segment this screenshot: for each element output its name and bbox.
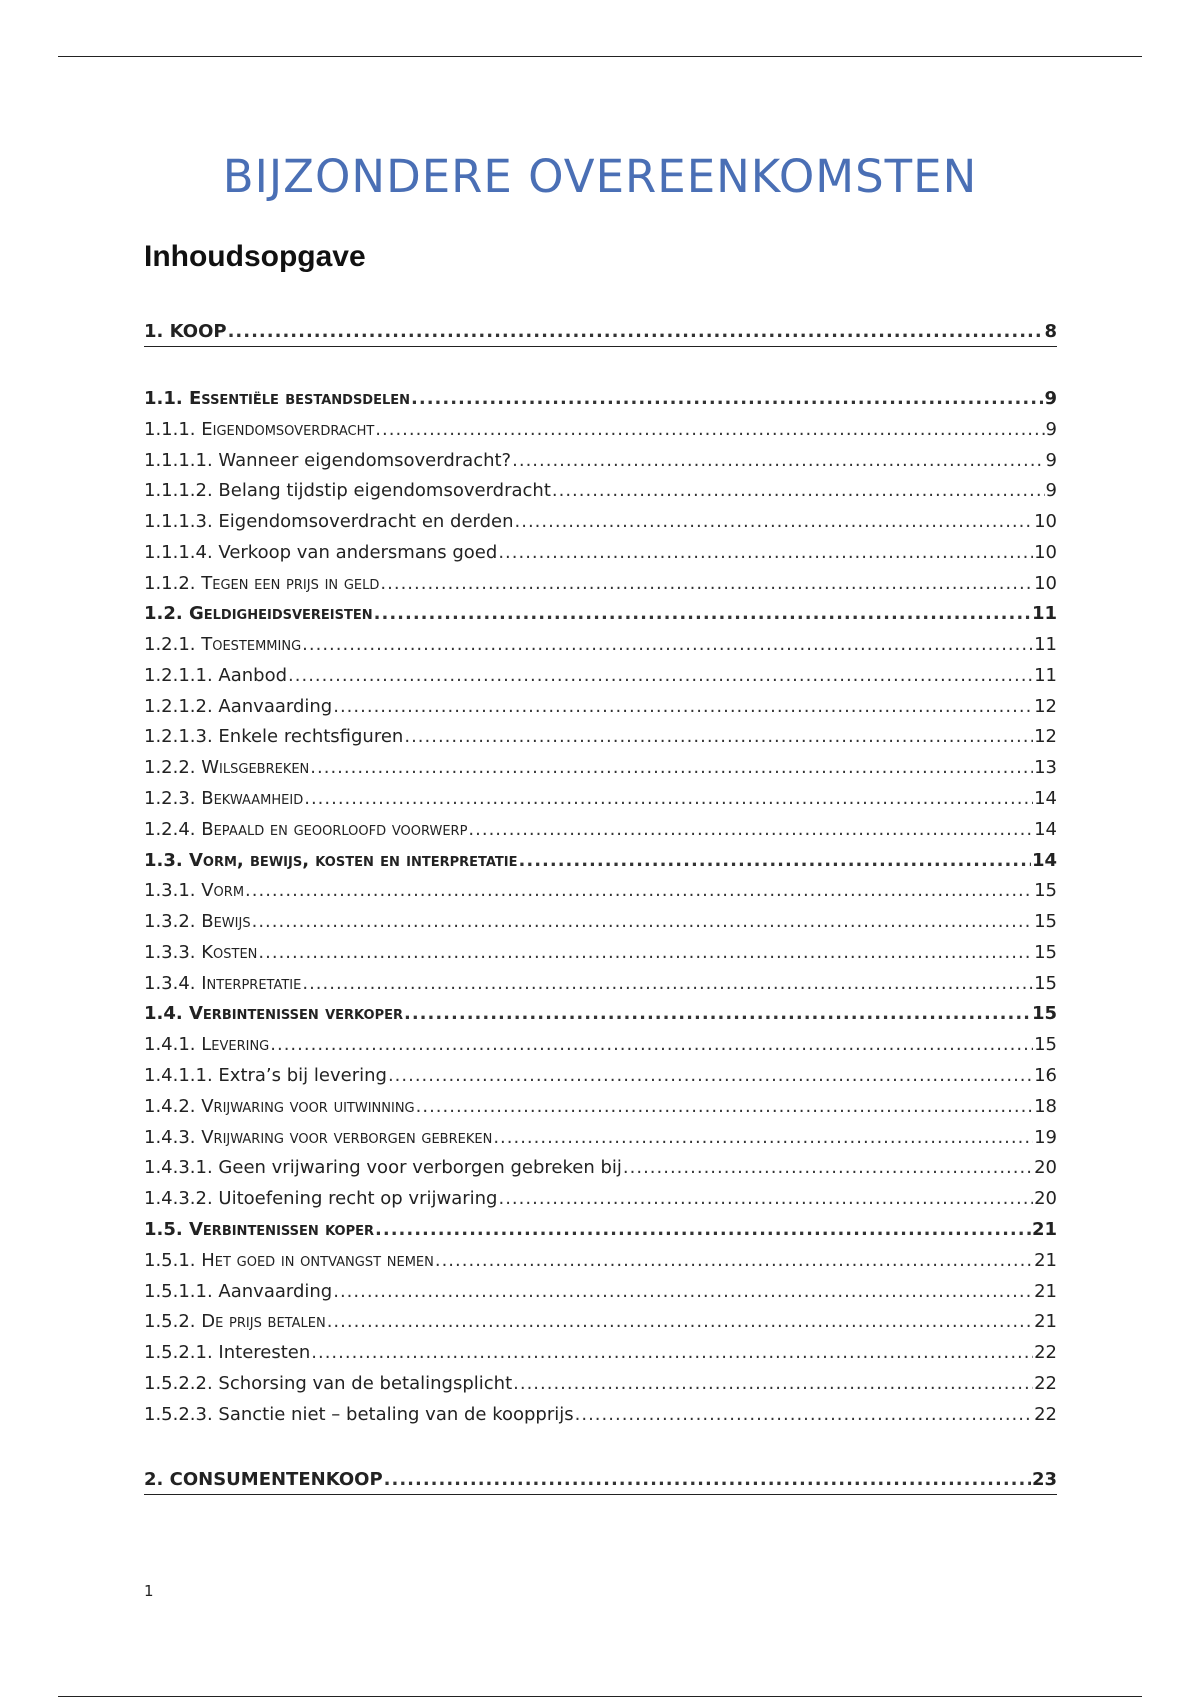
- toc-entry-label: 1.4.3.1. Geen vrijwaring voor verborgen gebreken bij: [144, 1157, 622, 1178]
- toc-entry-page: 15: [1034, 942, 1057, 963]
- toc-entry[interactable]: [144, 1095, 1057, 1119]
- toc-entry[interactable]: [144, 787, 1057, 811]
- toc-dot-leader: [384, 1468, 1031, 1492]
- toc-dot-leader: [375, 418, 1044, 442]
- toc-entry-label: 1.2.1. Toestemming: [144, 634, 302, 655]
- toc-dot-leader: [513, 1372, 1033, 1396]
- toc-entry-label: 1.3.4. Interpretatie: [144, 973, 302, 994]
- toc-entry[interactable]: [144, 695, 1057, 719]
- toc-entry-label: 1.2.2. Wilsgebreken: [144, 757, 310, 778]
- toc-dot-leader: [302, 633, 1033, 657]
- toc-entry-label: 1.4. Verbintenissen verkoper: [144, 1003, 403, 1024]
- toc-entry-page: 18: [1034, 1096, 1057, 1117]
- toc-dot-leader: [333, 1280, 1033, 1304]
- toc-entry[interactable]: [144, 1249, 1057, 1273]
- toc-entry-page: 9: [1045, 450, 1057, 471]
- toc-dot-leader: [228, 320, 1044, 344]
- toc-entry[interactable]: [144, 449, 1057, 473]
- toc-dot-leader: [498, 541, 1033, 565]
- toc-entry-page: 20: [1034, 1188, 1057, 1209]
- toc-dot-leader: [245, 879, 1033, 903]
- toc-dot-leader: [311, 1341, 1033, 1365]
- toc-entry-label: 1.2. Geldigheidsvereisten: [144, 603, 373, 624]
- toc-entry[interactable]: [144, 418, 1057, 442]
- toc-entry-label: 1.2.1.1. Aanbod: [144, 665, 288, 686]
- toc-entry-label: 1.1.1. Eigendomsoverdracht: [144, 419, 375, 440]
- toc-entry-label: 1.3.2. Bewijs: [144, 911, 251, 932]
- toc-entry-label: 1.2.4. Bepaald en geoorloofd voorwerp: [144, 819, 468, 840]
- toc-entry-label: 1.3. Vorm, bewijs, kosten en interpretatie: [144, 850, 518, 871]
- toc-entry[interactable]: [144, 1187, 1057, 1211]
- toc-entry[interactable]: [144, 479, 1057, 503]
- toc-entry-page: 21: [1034, 1281, 1057, 1302]
- toc-entry[interactable]: [144, 664, 1057, 688]
- toc-entry[interactable]: [144, 1372, 1057, 1396]
- toc-entry-page: 22: [1034, 1373, 1057, 1394]
- toc-entry-page: 10: [1034, 511, 1057, 532]
- toc-entry[interactable]: [144, 1403, 1057, 1427]
- toc-entry-page: 11: [1034, 634, 1057, 655]
- toc-dot-leader: [411, 387, 1043, 411]
- toc-dot-leader: [374, 602, 1031, 626]
- toc-entry-page: 14: [1034, 819, 1057, 840]
- footer-rule: [58, 1696, 1142, 1697]
- toc-entry-label: 1.4.2. Vrijwaring voor uitwinning: [144, 1096, 415, 1117]
- toc-entry[interactable]: [144, 1468, 1057, 1495]
- toc-entry-label: 1.1.1.3. Eigendomsoverdracht en derden: [144, 511, 514, 532]
- toc-dot-leader: [252, 910, 1034, 934]
- toc-entry-label: 1.4.1.1. Extra’s bij levering: [144, 1065, 387, 1086]
- toc-entry[interactable]: [144, 387, 1057, 411]
- toc-entry[interactable]: [144, 320, 1057, 347]
- toc-dot-leader: [258, 941, 1033, 965]
- toc-entry[interactable]: [144, 1033, 1057, 1057]
- toc-dot-leader: [575, 1403, 1033, 1427]
- toc-entry-page: 8: [1044, 321, 1057, 342]
- toc-entry-page: 15: [1034, 1034, 1057, 1055]
- toc-entry[interactable]: [144, 541, 1057, 565]
- toc-dot-leader: [304, 787, 1033, 811]
- toc-entry-page: 10: [1034, 573, 1057, 594]
- toc-dot-leader: [310, 756, 1033, 780]
- toc-entry-page: 15: [1034, 911, 1057, 932]
- toc-entry-page: 21: [1031, 1219, 1057, 1240]
- document-title: BIJZONDERE OVEREENKOMSTEN: [222, 150, 978, 203]
- toc-entry-label: 1.4.1. Levering: [144, 1034, 270, 1055]
- header-rule: [58, 56, 1142, 57]
- toc-entry[interactable]: [144, 572, 1057, 596]
- toc-entry-label: 1.1.2. Tegen een prijs in geld: [144, 573, 380, 594]
- toc-entry[interactable]: [144, 725, 1057, 749]
- toc-dot-leader: [435, 1249, 1033, 1273]
- toc-dot-leader: [498, 1187, 1033, 1211]
- toc-entry-page: 13: [1034, 757, 1057, 778]
- toc-entry[interactable]: [144, 941, 1057, 965]
- toc-dot-leader: [623, 1156, 1033, 1180]
- toc-dot-leader: [515, 510, 1034, 534]
- toc-heading: Inhoudsopgave: [144, 240, 366, 273]
- toc-entry-page: 12: [1034, 726, 1057, 747]
- toc-dot-leader: [302, 972, 1033, 996]
- toc-entry-label: 1.5.1. Het goed in ontvangst nemen: [144, 1250, 434, 1271]
- toc-entry-label: 1.3.3. Kosten: [144, 942, 258, 963]
- toc-entry[interactable]: [144, 1156, 1057, 1180]
- toc-entry-page: 15: [1034, 973, 1057, 994]
- toc-entry-label: 1.4.3.2. Uitoefening recht op vrijwaring: [144, 1188, 498, 1209]
- toc-dot-leader: [512, 449, 1044, 473]
- toc-entry-label: 1.5.2.3. Sanctie niet – betaling van de koopprijs: [144, 1404, 574, 1425]
- toc-entry-label: 2. CONSUMENTENKOOP: [144, 1469, 383, 1490]
- toc-entry-label: 1.1.1.2. Belang tijdstip eigendomsoverdracht: [144, 480, 551, 501]
- toc-entry-page: 15: [1034, 880, 1057, 901]
- toc-dot-leader: [519, 849, 1031, 873]
- toc-entry-label: 1.1.1.4. Verkoop van andersmans goed: [144, 542, 498, 563]
- toc-entry-label: 1.5.2.2. Schorsing van de betalingsplicht: [144, 1373, 513, 1394]
- toc-entry[interactable]: [144, 633, 1057, 657]
- toc-dot-leader: [416, 1095, 1033, 1119]
- toc-entry-label: 1.5. Verbintenissen koper: [144, 1219, 375, 1240]
- toc-entry-label: 1.5.1.1. Aanvaarding: [144, 1281, 333, 1302]
- toc-entry-page: 9: [1044, 388, 1057, 409]
- toc-entry-page: 20: [1034, 1157, 1057, 1178]
- toc-dot-leader: [327, 1310, 1033, 1334]
- toc-entry[interactable]: [144, 910, 1057, 934]
- toc-entry[interactable]: [144, 510, 1057, 534]
- toc-entry-label: 1.5.2. De prijs betalen: [144, 1311, 326, 1332]
- toc-entry-page: 12: [1034, 696, 1057, 717]
- toc-entry[interactable]: [144, 972, 1057, 996]
- toc-dot-leader: [333, 695, 1033, 719]
- toc-entry-label: 1.2.1.2. Aanvaarding: [144, 696, 333, 717]
- toc-entry-page: 15: [1031, 1003, 1057, 1024]
- toc-entry-page: 21: [1034, 1311, 1057, 1332]
- toc-entry-page: 11: [1031, 603, 1057, 624]
- toc-entry-page: 11: [1034, 665, 1057, 686]
- toc-dot-leader: [270, 1033, 1033, 1057]
- toc-dot-leader: [493, 1126, 1033, 1150]
- toc-dot-leader: [288, 664, 1033, 688]
- toc-entry-page: 9: [1045, 419, 1057, 440]
- toc-entry-page: 9: [1045, 480, 1057, 501]
- toc-entry[interactable]: [144, 602, 1057, 626]
- toc-entry-page: 14: [1034, 788, 1057, 809]
- toc-entry[interactable]: [144, 849, 1057, 873]
- toc-entry[interactable]: [144, 1341, 1057, 1365]
- toc-entry[interactable]: [144, 1310, 1057, 1334]
- toc-entry-label: 1.3.1. Vorm: [144, 880, 245, 901]
- toc-dot-leader: [375, 1218, 1031, 1242]
- toc-entry[interactable]: [144, 879, 1057, 903]
- toc-entry-label: 1.2.3. Bekwaamheid: [144, 788, 304, 809]
- toc-entry-page: 23: [1031, 1469, 1057, 1490]
- toc-entry-label: 1.5.2.1. Interesten: [144, 1342, 311, 1363]
- toc-entry-page: 21: [1034, 1250, 1057, 1271]
- toc-entry-page: 22: [1034, 1342, 1057, 1363]
- toc-entry-page: 10: [1034, 542, 1057, 563]
- toc-dot-leader: [404, 725, 1033, 749]
- toc-entry[interactable]: [144, 756, 1057, 780]
- toc-entry[interactable]: [144, 1126, 1057, 1150]
- toc-entry[interactable]: [144, 1002, 1057, 1026]
- toc-entry-page: 16: [1034, 1065, 1057, 1086]
- toc-entry[interactable]: [144, 818, 1057, 842]
- toc-dot-leader: [380, 572, 1033, 596]
- toc-entry-label: 1. KOOP: [144, 321, 227, 342]
- toc-entry-label: 1.1.1.1. Wanneer eigendomsoverdracht?: [144, 450, 512, 471]
- toc-entry-page: 14: [1031, 850, 1057, 871]
- toc-entry-label: 1.1. Essentiële bestandsdelen: [144, 388, 411, 409]
- toc-entry-page: 19: [1034, 1127, 1057, 1148]
- toc-dot-leader: [552, 479, 1045, 503]
- toc-entry[interactable]: [144, 1218, 1057, 1242]
- toc-entry-label: 1.4.3. Vrijwaring voor verborgen gebreken: [144, 1127, 493, 1148]
- toc-dot-leader: [468, 818, 1033, 842]
- toc-dot-leader: [404, 1002, 1031, 1026]
- toc-entry-label: 1.2.1.3. Enkele rechtsfiguren: [144, 726, 404, 747]
- toc-entry[interactable]: [144, 1064, 1057, 1088]
- toc-entry[interactable]: [144, 1280, 1057, 1304]
- page-number: 1: [144, 1582, 154, 1600]
- toc-entry-page: 22: [1034, 1404, 1057, 1425]
- toc-dot-leader: [388, 1064, 1033, 1088]
